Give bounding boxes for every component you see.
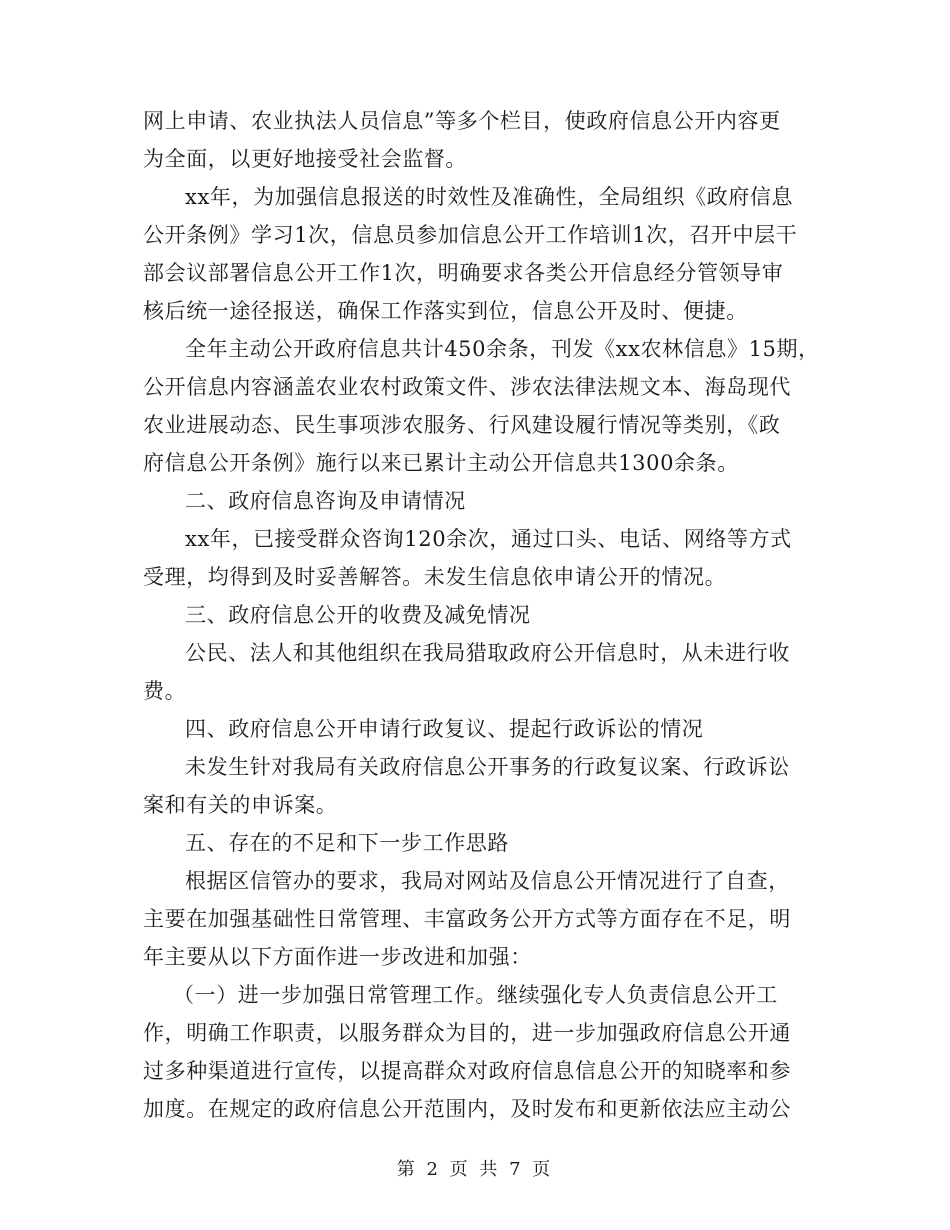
text-line: 府信息公开条例》施行以来已累计主动公开信息共1300余条。 [143,451,739,475]
paragraph-start-line: 未发生针对我局有关政府信息公开事务的行政复议案、行政诉讼 [185,755,790,779]
text-line: 公开条例》学习1次，信息员参加信息公开工作培训1次，召开中层干 [143,223,798,247]
section-heading: 四、政府信息公开申请行政复议、提起行政诉讼的情况 [185,717,704,741]
section-heading: 三、政府信息公开的收费及减免情况 [185,603,531,627]
text-line: 案和有关的申诉案。 [143,793,338,817]
paragraph-start-line: 公民、法人和其他组织在我局猎取政府公开信息时，从未进行收 [185,641,790,665]
text-line: 过多种渠道进行宣传，以提高群众对政府信息信息公开的知晓率和参 [143,1059,791,1083]
text-line: 年主要从以下方面作进一步改进和加强： [143,945,532,969]
text-line: 主要在加强基础性日常管理、丰富政务公开方式等方面存在不足，明 [143,907,791,931]
text-line: 农业进展动态、民生事项涉农服务、行风建设履行情况等类别，《政 [143,413,781,437]
text-line: 为全面，以更好地接受社会监督。 [143,147,467,171]
section-heading: 二、政府信息咨询及申请情况 [185,489,466,513]
text-line: 费。 [143,679,187,703]
text-line: 网上申请、农业执法人员信息”等多个栏目，使政府信息公开内容更 [143,109,781,133]
text-line: 核后统一途径报送，确保工作落实到位，信息公开及时、便捷。 [143,299,748,323]
text-line: 受理，均得到及时妥善解答。未发生信息依申请公开的情况。 [143,565,727,589]
paragraph-start-line: 根据区信管办的要求，我局对网站及信息公开情况进行了自查， [185,869,790,893]
text-line: 公开信息内容涵盖农业农村政策文件、涉农法律法规文本、海岛现代 [143,375,791,399]
page-number-footer: 第 2 页 共 7 页 [396,1159,554,1180]
text-line: 加度。在规定的政府信息公开范围内，及时发布和更新依法应主动公 [143,1097,791,1121]
paragraph-start-line: 全年主动公开政府信息共计450余条，刊发《xx农林信息》15期， [185,337,820,361]
section-heading: 五、存在的不足和下一步工作思路 [185,831,509,855]
paragraph-start-line: xx年，已接受群众咨询120余次，通过口头、电话、网络等方式 [185,527,792,551]
text-line: 作，明确工作职责，以服务群众为目的，进一步加强政府信息公开通 [143,1021,791,1045]
text-line: 部会议部署信息公开工作1次，明确要求各类公开信息经分管领导审 [143,261,784,285]
paragraph-start-line: xx年，为加强信息报送的时效性及准确性，全局组织《政府信息 [185,185,794,209]
document-body [143,102,820,1128]
paragraph-start-line: （一）进一步加强日常管理工作。继续强化专人负责信息公开工 [173,983,778,1007]
